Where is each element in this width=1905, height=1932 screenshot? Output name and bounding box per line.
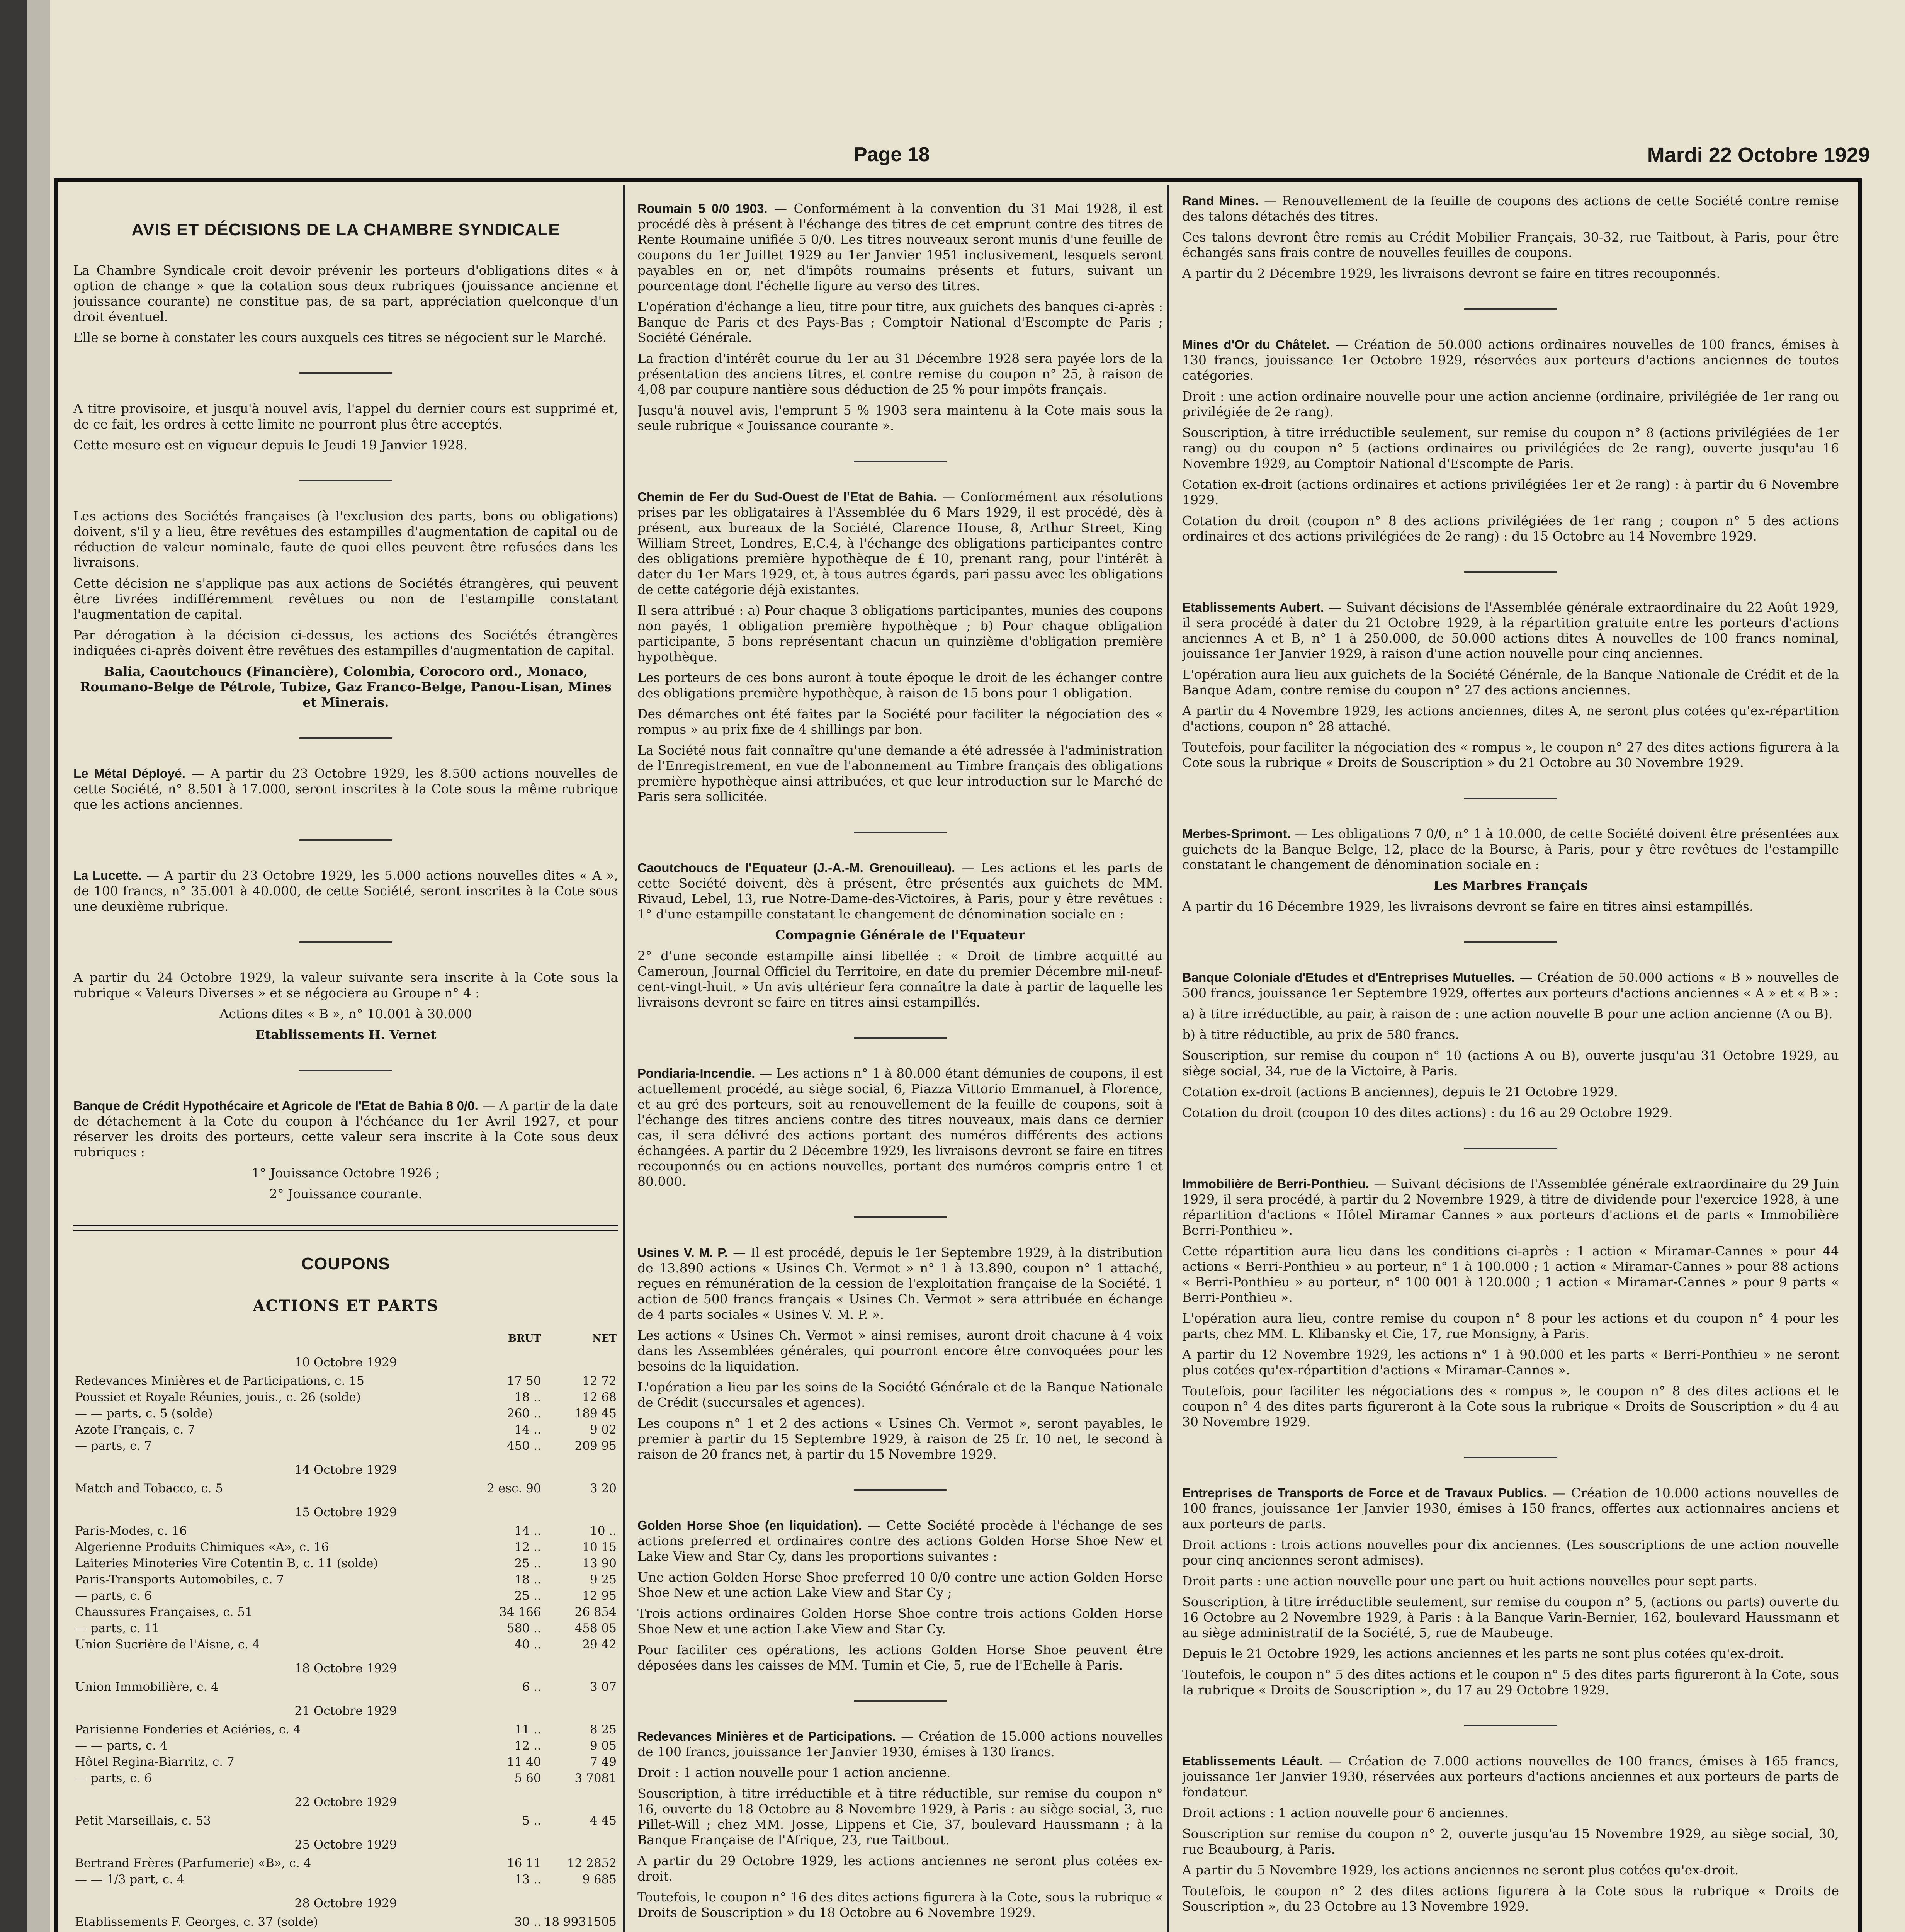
table-row xyxy=(73,1813,618,1829)
notice-heading: Mines d'Or du Châtelet. xyxy=(1182,337,1330,352)
notice-heading: Etablissements Aubert. xyxy=(1182,600,1324,614)
section-title-avis: AVIS ET DÉCISIONS DE LA CHAMBRE SYNDICALE xyxy=(131,220,560,239)
notice-coloniale xyxy=(1182,970,1839,1001)
separator xyxy=(299,737,392,739)
paragraph: Droit : 1 action nouvelle pour 1 action ancienne. xyxy=(637,1765,951,1780)
page-margin xyxy=(27,0,50,1932)
notice-text: — Création de 50.000 actions « B » nouvelles de 500 francs, jouissance 1er Septembre 1929, offertes aux porteurs d'actions anciennes « A » et « B » : xyxy=(1182,970,1839,1000)
paragraph: Les actions « Usines Ch. Vermot » ainsi remises, auront droit chacune à 4 voix dans les Assemblées générales, qui pourront encore être convoquées pour les besoins de la liquidation. xyxy=(637,1328,1163,1374)
security-name: Match and Tobacco, c. 5 xyxy=(75,1481,223,1495)
paragraph: A partir du 16 Décembre 1929, les livraisons devront se faire en titres ainsi estampillés. xyxy=(1182,899,1754,914)
paragraph: Souscription sur remise du coupon n° 2, ouverte jusqu'au 15 Novembre 1929, au siège social, 30, rue Beaubourg, à Paris. xyxy=(1182,1826,1839,1857)
security-name: — parts, c. 7 xyxy=(75,1439,152,1453)
notice-heading: Rand Mines. xyxy=(1182,194,1259,208)
table-row xyxy=(73,1539,618,1555)
net-amount: 10 .. xyxy=(590,1524,617,1538)
notice-text: — Création de 50.000 actions ordinaires nouvelles de 100 francs, émises à 130 francs, jouissance 1er Octobre 1929, réservées aux porteurs d'actions anciennes de toutes catégories. xyxy=(1182,337,1839,383)
date-row xyxy=(73,1930,618,1932)
separator xyxy=(299,839,392,841)
notice-lucette xyxy=(73,868,618,914)
notice-heading: Banque de Crédit Hypothécaire et Agricole de l'Etat de Bahia 8 0/0. xyxy=(73,1099,478,1113)
paragraph: Droit parts : une action nouvelle pour une part ou huit actions nouvelles pour sept parts. xyxy=(1182,1573,1758,1588)
security-name: Poussiet et Royale Réunies, jouis., c. 26 (solde) xyxy=(75,1390,361,1404)
date-label: 14 Octobre 1929 xyxy=(294,1463,397,1477)
security-name: — parts, c. 6 xyxy=(75,1771,152,1785)
paragraph: Toutefois, pour faciliter la négociation des « rompus », le coupon n° 27 des dites actions figurera à la Cote sous la rubrique « Droits de Souscription » du 21 Octobre au 30 Novembre 1929. xyxy=(1182,740,1839,770)
net-amount: 3 20 xyxy=(590,1481,617,1495)
company-list: Balia, Caoutchoucs (Financière), Colombia, Corocoro ord., Monaco, Roumano-Belge de Pétrole, Tubize, Gaz Franco-Belge, Panou-Lisan, Mines et Minerais. xyxy=(80,664,612,710)
gross-amount: 260 .. xyxy=(506,1406,541,1420)
net-amount: 13 90 xyxy=(582,1556,617,1570)
security-name: — parts, c. 11 xyxy=(75,1621,160,1635)
net-amount: 12 72 xyxy=(582,1374,617,1388)
date-row xyxy=(73,1888,618,1914)
date-label xyxy=(73,1930,618,1932)
separator xyxy=(1464,1457,1557,1458)
notice-pondiaria xyxy=(637,1066,1163,1189)
notice-text: — Suivant décisions de l'Assemblée générale extraordinaire du 22 Août 1929, il sera procédé à dater du 21 Octobre 1929, à la répartition gratuite entre les porteurs d'actions anciennes A et B, n° 1 à 250.000, de 50.000 actions dites A nouvelles de 100 francs nominal, jouissance 1er Janvier 1929, à raison d'une action nouvelle pour cinq anciennes. xyxy=(1182,600,1839,661)
page-shadow-edge xyxy=(0,0,27,1932)
paragraph: Les actions des Sociétés françaises (à l'exclusion des parts, bons ou obligations) doivent, s'il y a lieu, être revêtues des estampilles d'augmentation de capital ou de réduction de valeur nominale, faute de quoi elles peuvent être refusées dans les livraisons. xyxy=(73,509,618,570)
column-rule-2 xyxy=(1167,185,1169,1932)
date-label: 15 Octobre 1929 xyxy=(294,1505,397,1519)
net-amount: 3 7081 xyxy=(574,1771,617,1785)
paragraph: Une action Golden Horse Shoe preferred 10 0/0 contre une action Golden Horse Shoe New et une action Lake View and Star Cy ; xyxy=(637,1570,1163,1600)
date-row xyxy=(73,1653,618,1679)
paragraph: A partir du 29 Octobre 1929, les actions anciennes ne seront plus cotées ex-droit. xyxy=(637,1853,1163,1884)
table-row xyxy=(73,1373,618,1389)
paragraph: Les porteurs de ces bons auront à toute époque le droit de les échanger contre des obligations première hypothèque, à raison de 15 bons pour 1 obligation. xyxy=(637,670,1163,701)
gross-amount: 11 .. xyxy=(514,1723,541,1736)
security-name: — — parts, c. 4 xyxy=(75,1739,168,1753)
notice-text: — Création de 7.000 actions nouvelles de 100 francs, émises à 165 francs, jouissance 1er Janvier 1930, réservées aux porteurs d'actions anciennes et aux porteurs de parts de fondateur. xyxy=(1182,1753,1839,1799)
paragraph: Cette mesure est en vigueur depuis le Jeudi 19 Janvier 1928. xyxy=(73,437,468,452)
net-amount: 10 15 xyxy=(582,1540,617,1554)
listing-line: Actions dites « B », n° 10.001 à 30.000 xyxy=(219,1006,472,1021)
security-name: Azote Français, c. 7 xyxy=(75,1423,195,1437)
table-row xyxy=(73,1588,618,1604)
gross-amount: 5 60 xyxy=(514,1771,541,1785)
date-row xyxy=(73,1829,618,1855)
net-amount: 7 49 xyxy=(590,1755,617,1769)
notice-rand xyxy=(1182,193,1839,224)
date-row xyxy=(73,1497,618,1523)
notice-leault xyxy=(1182,1753,1839,1800)
paragraph: Toutefois, le coupon n° 16 des dites actions figurera à la Cote, sous la rubrique « Droits de Souscription » du 18 Octobre au 6 Novembre 1929. xyxy=(637,1889,1163,1920)
notice-heading: Le Métal Déployé. xyxy=(73,766,185,781)
security-name: Hôtel Regina-Biarritz, c. 7 xyxy=(75,1755,235,1769)
notice-usines xyxy=(637,1245,1163,1322)
table-row xyxy=(73,1721,618,1738)
listing-line: Etablissements H. Vernet xyxy=(255,1027,437,1042)
table-row xyxy=(73,1738,618,1754)
net-amount: 26 854 xyxy=(574,1605,617,1619)
security-name: Etablissements F. Georges, c. 37 (solde) xyxy=(75,1915,318,1929)
paragraph: Droit actions : 1 action nouvelle pour 6 anciennes. xyxy=(1182,1805,1509,1820)
date-row xyxy=(73,1347,618,1373)
table-row xyxy=(73,1636,618,1653)
gross-amount: 17 50 xyxy=(506,1374,541,1388)
column-rule-1 xyxy=(623,185,625,1932)
notice-text: — Il est procédé, depuis le 1er Septembre 1929, à la distribution de 13.890 actions « Usines Ch. Vermot » n° 1 à 13.890, coupon n° 1 attaché, reçues en rémunération de la cession de l'exploitation française de la Société. 1 action de 500 francs français « Usines Ch. Vermot » sera attribuée en échange de 4 parts sociales « Usines V. M. P. ». xyxy=(637,1245,1163,1322)
net-amount: 29 42 xyxy=(582,1638,617,1651)
net-amount: 9 685 xyxy=(582,1872,617,1886)
notice-transports xyxy=(1182,1485,1839,1532)
notice-text: — Cette Société procède à l'échange de ses actions preferred et ordinaires contre des actions Golden Horse Shoe New et Lake View and Star Cy, dans les proportions suivantes : xyxy=(637,1518,1163,1564)
paragraph: Cette répartition aura lieu dans les conditions ci-après : 1 action « Miramar-Cannes » pour 44 actions « Berri-Ponthieu » au porteur, n° 1 à 100.000 ; 1 action « Miramar-Cannes » pour 88 actions « Berri-Ponthieu » au porteur, n° 100 001 à 120.000 ; 1 action « Miramar-Cannes » pour 9 parts « Berri-Ponthieu ». xyxy=(1182,1243,1839,1305)
security-name: Bertrand Frères (Parfumerie) «B», c. 4 xyxy=(75,1856,311,1870)
notice-aubert xyxy=(1182,600,1839,662)
notice-text: — Conformément à la convention du 31 Mai 1928, il est procédé dès à présent à l'échange des titres de cet emprunt contre des titres de Rente Roumaine unifiée 5 0/0. Les titres nouveaux seront munis d'une feuille de coupons du 1er Juillet 1929 au 1er Janvier 1951 inclusivement, lesquels seront payables en or, net d'impôts roumains présents et futurs, suivant un pourcentage dont l'échelle figure au verso des titres. xyxy=(637,201,1163,293)
separator xyxy=(299,372,392,374)
net-amount: 3 07 xyxy=(590,1680,617,1694)
listing-line: 1° Jouissance Octobre 1926 ; xyxy=(252,1165,440,1180)
paragraph: Cotation du droit (coupon 10 des dites actions) : du 16 au 29 Octobre 1929. xyxy=(1182,1105,1673,1120)
notice-text: — Création de 10.000 actions nouvelles de 100 francs, jouissance 1er Janvier 1930, émises à 150 francs, offertes aux actionnaires anciens et aux porteurs de parts. xyxy=(1182,1485,1839,1531)
paragraph: L'opération d'échange a lieu, titre pour titre, aux guichets des banques ci-après : Banque de Paris et des Pays-Bas ; Comptoir National d'Escompte de Paris ; Société Générale. xyxy=(637,299,1163,345)
security-name: Union Sucrière de l'Aisne, c. 4 xyxy=(75,1638,260,1651)
table-row xyxy=(73,1679,618,1695)
date-label: 10 Octobre 1929 xyxy=(294,1355,397,1369)
net-amount: 4 45 xyxy=(590,1814,617,1828)
gross-amount: 16 11 xyxy=(506,1856,541,1870)
table-row xyxy=(73,1405,618,1422)
net-amount: 9 05 xyxy=(590,1739,617,1753)
paragraph: Souscription, sur remise du coupon n° 10 (actions A ou B), ouverte jusqu'au 31 Octobre 1929, au siège social, 34, rue de la Victoire, à Paris. xyxy=(1182,1048,1839,1078)
date-label: 22 Octobre 1929 xyxy=(294,1795,397,1809)
table-row xyxy=(73,1754,618,1770)
net-amount: 9 02 xyxy=(590,1423,617,1437)
separator xyxy=(854,832,947,833)
notice-redevances xyxy=(637,1729,1163,1760)
security-name: Paris-Modes, c. 16 xyxy=(75,1524,187,1538)
net-amount: 12 2852 xyxy=(567,1856,617,1870)
gross-amount: 5 .. xyxy=(522,1814,541,1828)
new-name: Les Marbres Français xyxy=(1433,878,1588,893)
paragraph: La Société nous fait connaître qu'une demande a été adressée à l'administration de l'Enregistrement, en vue de l'abonnement au Timbre français des obligations première hypothèque ainsi attribuées, et que leur introduction sur le Marché de Paris sera sollicitée. xyxy=(637,743,1163,804)
notice-text: — Création de 15.000 actions nouvelles de 100 francs, jouissance 1er Janvier 1930, émises à 130 francs. xyxy=(637,1729,1163,1759)
separator xyxy=(299,1070,392,1071)
security-name: Algerienne Produits Chimiques «A», c. 16 xyxy=(75,1540,329,1554)
notice-bahia-bank xyxy=(73,1098,618,1160)
notice-heading: Etablissements Léault. xyxy=(1182,1754,1323,1768)
column-right xyxy=(1182,185,1839,1932)
table-row xyxy=(73,1604,618,1620)
paragraph: Ces talons devront être remis au Crédit Mobilier Français, 30-32, rue Taitbout, à Paris, pour être échangés sans frais contre de nouvelles feuilles de coupons. xyxy=(1182,230,1839,260)
separator xyxy=(854,461,947,462)
gross-amount: 11 40 xyxy=(506,1755,541,1769)
coupons-header-row xyxy=(73,1330,618,1347)
gross-amount: 14 .. xyxy=(514,1524,541,1538)
paragraph: A partir du 4 Novembre 1929, les actions anciennes, dites A, ne seront plus cotées qu'ex-répartition d'actions, coupon n° 28 attaché. xyxy=(1182,703,1839,734)
notice-roumain xyxy=(637,201,1163,294)
date-row xyxy=(73,1695,618,1721)
paragraph: Des démarches ont été faites par la Société pour faciliter la négociation des « rompus » au prix fixe de 4 shillings par bon. xyxy=(637,706,1163,737)
notice-text: — A partir du 23 Octobre 1929, les 5.000 actions nouvelles dites « A », de 100 francs, n° 35.001 à 40.000, de cette Société, seront inscrites à la Cote sous une deuxième rubrique. xyxy=(73,868,618,914)
paragraph: L'opération a lieu par les soins de la Société Générale et de la Banque Nationale de Crédit (succursales et agences). xyxy=(637,1379,1163,1410)
notice-heading: Redevances Minières et de Participations. xyxy=(637,1729,896,1743)
separator xyxy=(1464,798,1557,799)
gross-amount: 2 esc. 90 xyxy=(487,1481,541,1495)
security-name: Parisienne Fonderies et Aciéries, c. 4 xyxy=(75,1723,301,1736)
notice-heading: Merbes-Sprimont. xyxy=(1182,827,1291,841)
separator xyxy=(1464,571,1557,573)
notice-metal-deploye xyxy=(73,766,618,812)
notice-chatelet xyxy=(1182,337,1839,383)
gross-amount: 14 .. xyxy=(514,1423,541,1437)
page-number: Page 18 xyxy=(854,143,930,166)
paragraph: Trois actions ordinaires Golden Horse Shoe contre trois actions Golden Horse Shoe New et une action Lake View and Star Cy. xyxy=(637,1606,1163,1636)
paragraph: 2° d'une seconde estampille ainsi libellée : « Droit de timbre acquitté au Cameroun, Journal Officiel du Territoire, en date du premier Décembre mil-neuf-cent-vingt-huit. » Un avis ultérieur fera connaître la date à partir de laquelle les livraisons devront se faire en titres ainsi estampillés. xyxy=(637,948,1163,1010)
paragraph: a) à titre irréductible, au pair, à raison de : une action nouvelle B pour une action ancienne (A ou B). xyxy=(1182,1006,1833,1021)
separator xyxy=(1464,1725,1557,1726)
separator xyxy=(299,941,392,943)
table-row xyxy=(73,1871,618,1888)
paragraph: Elle se borne à constater les cours auxquels ces titres se négocient sur le Marché. xyxy=(73,330,607,345)
gross-amount: 450 .. xyxy=(506,1439,541,1453)
security-name: Union Immobilière, c. 4 xyxy=(75,1680,219,1694)
notice-text: — A partir de la date de détachement à la Cote du coupon à l'échéance du 1er Avril 1927, et pour réserver les droits des porteurs, cette valeur sera inscrite à la Cote sous deux rubriques : xyxy=(73,1098,618,1160)
paragraph: Il sera attribué : a) Pour chaque 3 obligations participantes, munies des coupons non payés, 1 obligation première hypothèque ; b) Pour chaque obligation participante, 5 bons représentant chacun un quinzième d'obligation première hypothèque. xyxy=(637,603,1163,664)
paragraph: Depuis le 21 Octobre 1929, les actions anciennes et les parts ne sont plus cotées qu'ex-droit. xyxy=(1182,1646,1784,1661)
paragraph: Cotation ex-droit (actions B anciennes), depuis le 21 Octobre 1929. xyxy=(1182,1084,1618,1099)
paragraph: L'opération aura lieu aux guichets de la Société Générale, de la Banque Nationale de Crédit et de la Banque Adam, contre remise du coupon n° 27 des actions anciennes. xyxy=(1182,667,1839,697)
paragraph: A titre provisoire, et jusqu'à nouvel avis, l'appel du dernier cours est supprimé et, de ce fait, les ordres à cette limite ne pourront plus être acceptés. xyxy=(73,401,618,432)
column-middle xyxy=(637,185,1163,1932)
separator xyxy=(854,1037,947,1039)
gross-amount: 18 .. xyxy=(514,1573,541,1587)
security-name: Petit Marseillais, c. 53 xyxy=(75,1814,211,1828)
notice-heading: Chemin de Fer du Sud-Ouest de l'Etat de Bahia. xyxy=(637,490,937,504)
table-row xyxy=(73,1523,618,1539)
paragraph: L'opération aura lieu, contre remise du coupon n° 8 pour les actions et du coupon n° 4 pour les parts, chez MM. L. Klibansky et Cie, 17, rue Monsigny, à Paris. xyxy=(1182,1311,1839,1341)
subsection-title-actions: ACTIONS ET PARTS xyxy=(253,1297,439,1315)
gross-amount: 34 166 xyxy=(499,1605,541,1619)
coupons-table xyxy=(73,1330,618,1932)
double-rule xyxy=(73,1225,618,1231)
paragraph: Souscription, à titre irréductible seulement, sur remise du coupon n° 8 (actions privilégiées de 1er rang) ou du coupon n° 5 (actions ordinaires ou privilégiées de 2e rang), ouverte jusqu'au 16 Novembre 1929, au Comptoir National d'Escompte de Paris. xyxy=(1182,425,1839,471)
gross-amount: 580 .. xyxy=(506,1621,541,1635)
date-label: 21 Octobre 1929 xyxy=(294,1704,397,1718)
security-name: — parts, c. 6 xyxy=(75,1589,152,1603)
paragraph: Droit actions : trois actions nouvelles pour dix anciennes. (Les souscriptions de une action nouvelle pour cinq anciennes seront admises). xyxy=(1182,1537,1839,1568)
date-label: 28 Octobre 1929 xyxy=(294,1896,397,1910)
table-row xyxy=(73,1438,618,1454)
notice-berri xyxy=(1182,1176,1839,1238)
table-row xyxy=(73,1555,618,1571)
table-row xyxy=(73,1571,618,1588)
paragraph: Souscription, à titre irréductible seulement, sur remise du coupon n° 5, (actions ou parts) ouverte du 16 Octobre au 2 Novembre 1929, à Paris : à la Banque Varin-Bernier, 162, boulevard Haussmann et au siège administratif de la Société, 5, rue de Maubeuge. xyxy=(1182,1594,1839,1640)
date-label: 25 Octobre 1929 xyxy=(294,1838,397,1852)
separator xyxy=(1464,1148,1557,1149)
separator xyxy=(854,1216,947,1218)
notice-merbes xyxy=(1182,826,1839,872)
paragraph: La Chambre Syndicale croit devoir prévenir les porteurs d'obligations dites « à option de change » que la cotation sous deux rubriques (jouissance ancienne et jouissance courante) ne constitue pas, de sa part, appréciation quelconque d'un droit éventuel. xyxy=(73,263,618,324)
paragraph: Droit : une action ordinaire nouvelle pour une action ancienne (ordinaire, privilégiée de 1er rang ou privilégiée de 2e rang). xyxy=(1182,389,1839,419)
table-row xyxy=(73,1480,618,1497)
table-row xyxy=(73,1422,618,1438)
gross-amount: 30 .. xyxy=(514,1915,541,1929)
notice-heading: Golden Horse Shoe (en liquidation). xyxy=(637,1518,862,1532)
table-row xyxy=(73,1770,618,1786)
notice-heading: Usines V. M. P. xyxy=(637,1245,728,1260)
gross-amount: 25 .. xyxy=(514,1556,541,1570)
paragraph: A partir du 2 Décembre 1929, les livraisons devront se faire en titres recouponnés. xyxy=(1182,266,1720,281)
paragraph: Cotation ex-droit (actions ordinaires et actions privilégiées 1er et 2e rang) : à partir du 6 Novembre 1929. xyxy=(1182,477,1839,507)
table-row xyxy=(73,1914,618,1930)
listing-line: 2° Jouissance courante. xyxy=(269,1186,422,1201)
notice-text: — Renouvellement de la feuille de coupons des actions de cette Société contre remise des talons détachés des titres. xyxy=(1182,193,1839,224)
date-row xyxy=(73,1786,618,1813)
table-row xyxy=(73,1855,618,1871)
gross-amount: 18 .. xyxy=(514,1390,541,1404)
gross-amount: 12 .. xyxy=(514,1739,541,1753)
notice-golden xyxy=(637,1518,1163,1564)
paragraph: A partir du 12 Novembre 1929, les actions n° 1 à 90.000 et les parts « Berri-Ponthieu » ne seront plus cotées qu'ex-répartition d'actions « Miramar-Cannes ». xyxy=(1182,1347,1839,1378)
paragraph: Jusqu'à nouvel avis, l'emprunt 5 % 1903 sera maintenu à la Cote mais sous la seule rubrique « Jouissance courante ». xyxy=(637,403,1163,433)
gross-amount: 6 .. xyxy=(522,1680,541,1694)
table-row xyxy=(73,1620,618,1636)
paragraph: A partir du 5 Novembre 1929, les actions anciennes ne seront plus cotées qu'ex-droit. xyxy=(1182,1862,1739,1878)
paragraph: A partir du 24 Octobre 1929, la valeur suivante sera inscrite à la Cote sous la rubrique « Valeurs Diverses » et se négociera au Groupe n° 4 : xyxy=(73,970,618,1000)
notice-heading: La Lucette. xyxy=(73,868,142,883)
table-row xyxy=(73,1389,618,1405)
security-name: — — parts, c. 5 (solde) xyxy=(75,1406,213,1420)
running-header xyxy=(77,143,1870,170)
paragraph: Les coupons n° 1 et 2 des actions « Usines Ch. Vermot », seront payables, le premier à partir du 15 Septembre 1929, à raison de 25 fr. 10 net, le second à raison de 20 francs net, à partir du 15 Novembre 1929. xyxy=(637,1416,1163,1462)
net-amount: 9 25 xyxy=(590,1573,617,1587)
paragraph: Toutefois, le coupon n° 5 des dites actions et le coupon n° 5 des dites parts figureront à la Cote, sous la rubrique « Droits de Souscription », du 17 au 29 Octobre 1929. xyxy=(1182,1667,1839,1697)
net-amount: 8 25 xyxy=(590,1723,617,1736)
net-amount: 189 45 xyxy=(574,1406,617,1420)
separator xyxy=(299,480,392,481)
gross-amount: 25 .. xyxy=(514,1589,541,1603)
net-amount: 18 9931505 xyxy=(544,1915,617,1929)
security-name: Redevances Minières et de Participations, c. 15 xyxy=(75,1374,364,1388)
security-name: Paris-Transports Automobiles, c. 7 xyxy=(75,1573,284,1587)
section-title-coupons: COUPONS xyxy=(301,1254,390,1273)
separator xyxy=(1464,308,1557,310)
notice-heading: Immobilière de Berri-Ponthieu. xyxy=(1182,1177,1369,1191)
notice-heading: Roumain 5 0/0 1903. xyxy=(637,201,768,216)
gross-amount: 12 .. xyxy=(514,1540,541,1554)
notice-text: — Suivant décisions de l'Assemblée générale extraordinaire du 29 Juin 1929, il sera procédé, à partir du 2 Novembre 1929, à titre de dividende pour l'exercice 1928, à une répartition d'actions « Hôtel Miramar Cannes » aux porteurs d'actions et de parts « Immobilière Berri-Ponthieu ». xyxy=(1182,1176,1839,1238)
notice-equateur xyxy=(637,860,1163,922)
paragraph: Toutefois, pour faciliter les négociations des « rompus », le coupon n° 8 des dites actions et le coupon n° 4 des dites parts figureront à la Cote sous la rubrique « Droits de Souscription » du 4 au 30 Novembre 1929. xyxy=(1182,1383,1839,1429)
notice-text: — Les obligations 7 0/0, n° 1 à 10.000, de cette Société doivent être présentées aux guichets de la Banque Belge, 12, place de la Bourse, à Paris, pour y être revêtues de l'estampille constatant le changement de dénomination sociale en : xyxy=(1182,826,1839,872)
gross-amount: 40 .. xyxy=(514,1638,541,1651)
notice-text: — Les actions et les parts de cette Société doivent, dès à présent, être présentés aux guichets de MM. Rivaud, Lebel, 13, rue Notre-Dame-des-Victoires, à Paris, pour y être revêtues : 1° d'une estampille constatant le changement de dénomination sociale en : xyxy=(637,860,1163,922)
notice-text: — A partir du 23 Octobre 1929, les 8.500 actions nouvelles de cette Société, n° 8.501 à 17.000, seront inscrites à la Cote sous la même rubrique que les actions anciennes. xyxy=(73,766,618,812)
net-amount: 12 68 xyxy=(582,1390,617,1404)
date-label: 18 Octobre 1929 xyxy=(294,1662,397,1675)
paragraph: Souscription, à titre irréductible et à titre réductible, sur remise du coupon n° 16, ouverte du 18 Octobre au 8 Novembre 1929, à Paris : au siège social, 3, rue Pillet-Will ; chez MM. Josse, Lippens et Cie, 37, boulevard Haussmann ; à la Banque Française de l'Afrique, 23, rue Taitbout. xyxy=(637,1786,1163,1847)
issue-date: Mardi 22 Octobre 1929 xyxy=(1647,143,1870,167)
notice-heading: Pondiaria-Incendie. xyxy=(637,1066,755,1080)
column-header-brut: BRUT xyxy=(508,1333,541,1344)
net-amount: 458 05 xyxy=(574,1621,617,1635)
paragraph: Par dérogation à la décision ci-dessus, les actions des Sociétés étrangères indiquées ci-après doivent être revêtues des estampilles d'augmentation de capital. xyxy=(73,628,618,658)
net-amount: 209 95 xyxy=(574,1439,617,1453)
paragraph: Cette décision ne s'applique pas aux actions de Sociétés étrangères, qui peuvent être livrées indifféremment revêtues ou non de l'estampille constatant l'augmentation de capital. xyxy=(73,576,618,622)
paragraph: Toutefois, le coupon n° 2 des dites actions figurera à la Cote sous la rubrique « Droits de Souscription », du 23 Octobre au 13 Novembre 1929. xyxy=(1182,1883,1839,1914)
date-row xyxy=(73,1454,618,1480)
net-amount: 12 95 xyxy=(582,1589,617,1603)
paragraph: b) à titre réductible, au prix de 580 francs. xyxy=(1182,1027,1460,1042)
notice-text: — Conformément aux résolutions prises par les obligataires à l'Assemblée du 6 Mars 1929, il est procédé, dès à présent, aux bureaux de la Société, Clarence House, 8, Arthur Street, King William Street, Londres, E.C.4, à l'échange des obligations participantes contre des obligations première hypothèque de £ 10, prenant rang, pour l'intérêt à dater du 1er Mars 1929, et, à tous autres égards, pari passu avec les obligations de cette catégorie déjà existantes. xyxy=(637,489,1163,597)
gross-amount: 13 .. xyxy=(514,1872,541,1886)
security-name: — — 1/3 part, c. 4 xyxy=(75,1872,185,1886)
security-name: Chaussures Françaises, c. 51 xyxy=(75,1605,253,1619)
separator xyxy=(1464,941,1557,943)
notice-bahia-railway xyxy=(637,489,1163,597)
notice-text: — Les actions n° 1 à 80.000 étant démunies de coupons, il est actuellement procédé, au siège social, 6, Piazza Vittorio Emmanuel, à Florence, et au gré des porteurs, soit au renouvellement de la feuille de coupons, soit à l'échange des titres anciens contre des titres nouveaux, mais dans ce dernier cas, il sera délivré des actions portant des numéros différents des actions échangées. A partir du 2 Décembre 1929, les livraisons devront se faire en titres recouponnés ou en actions nouvelles, portant des numéros compris entre 1 et 80.000. xyxy=(637,1066,1163,1189)
new-name: Compagnie Générale de l'Equateur xyxy=(775,927,1025,942)
column-left xyxy=(73,185,618,1932)
paragraph: La fraction d'intérêt courue du 1er au 31 Décembre 1928 sera payée lors de la présentation des anciens titres, et contre remise du coupon n° 25, à raison de 4,08 par coupure nantière sous déduction de 25 % pour impôts français. xyxy=(637,351,1163,397)
separator xyxy=(854,1489,947,1491)
notice-heading: Caoutchoucs de l'Equateur (J.-A.-M. Grenouilleau). xyxy=(637,861,955,875)
column-header-net: NET xyxy=(592,1333,617,1344)
notice-heading: Entreprises de Transports de Force et de Travaux Publics. xyxy=(1182,1486,1547,1500)
paragraph: Pour faciliter ces opérations, les actions Golden Horse Shoe peuvent être déposées dans les caisses de MM. Tumin et Cie, 5, rue de l'Echelle à Paris. xyxy=(637,1642,1163,1673)
paragraph: Cotation du droit (coupon n° 8 des actions privilégiées de 1er rang ; coupon n° 5 des actions ordinaires et des actions privilégiées de 2e rang) : du 15 Octobre au 14 Novembre 1929. xyxy=(1182,513,1839,544)
notice-heading: Banque Coloniale d'Etudes et d'Entreprises Mutuelles. xyxy=(1182,970,1515,985)
security-name: Laiteries Minoteries Vire Cotentin B, c. 11 (solde) xyxy=(75,1556,378,1570)
separator xyxy=(854,1700,947,1702)
